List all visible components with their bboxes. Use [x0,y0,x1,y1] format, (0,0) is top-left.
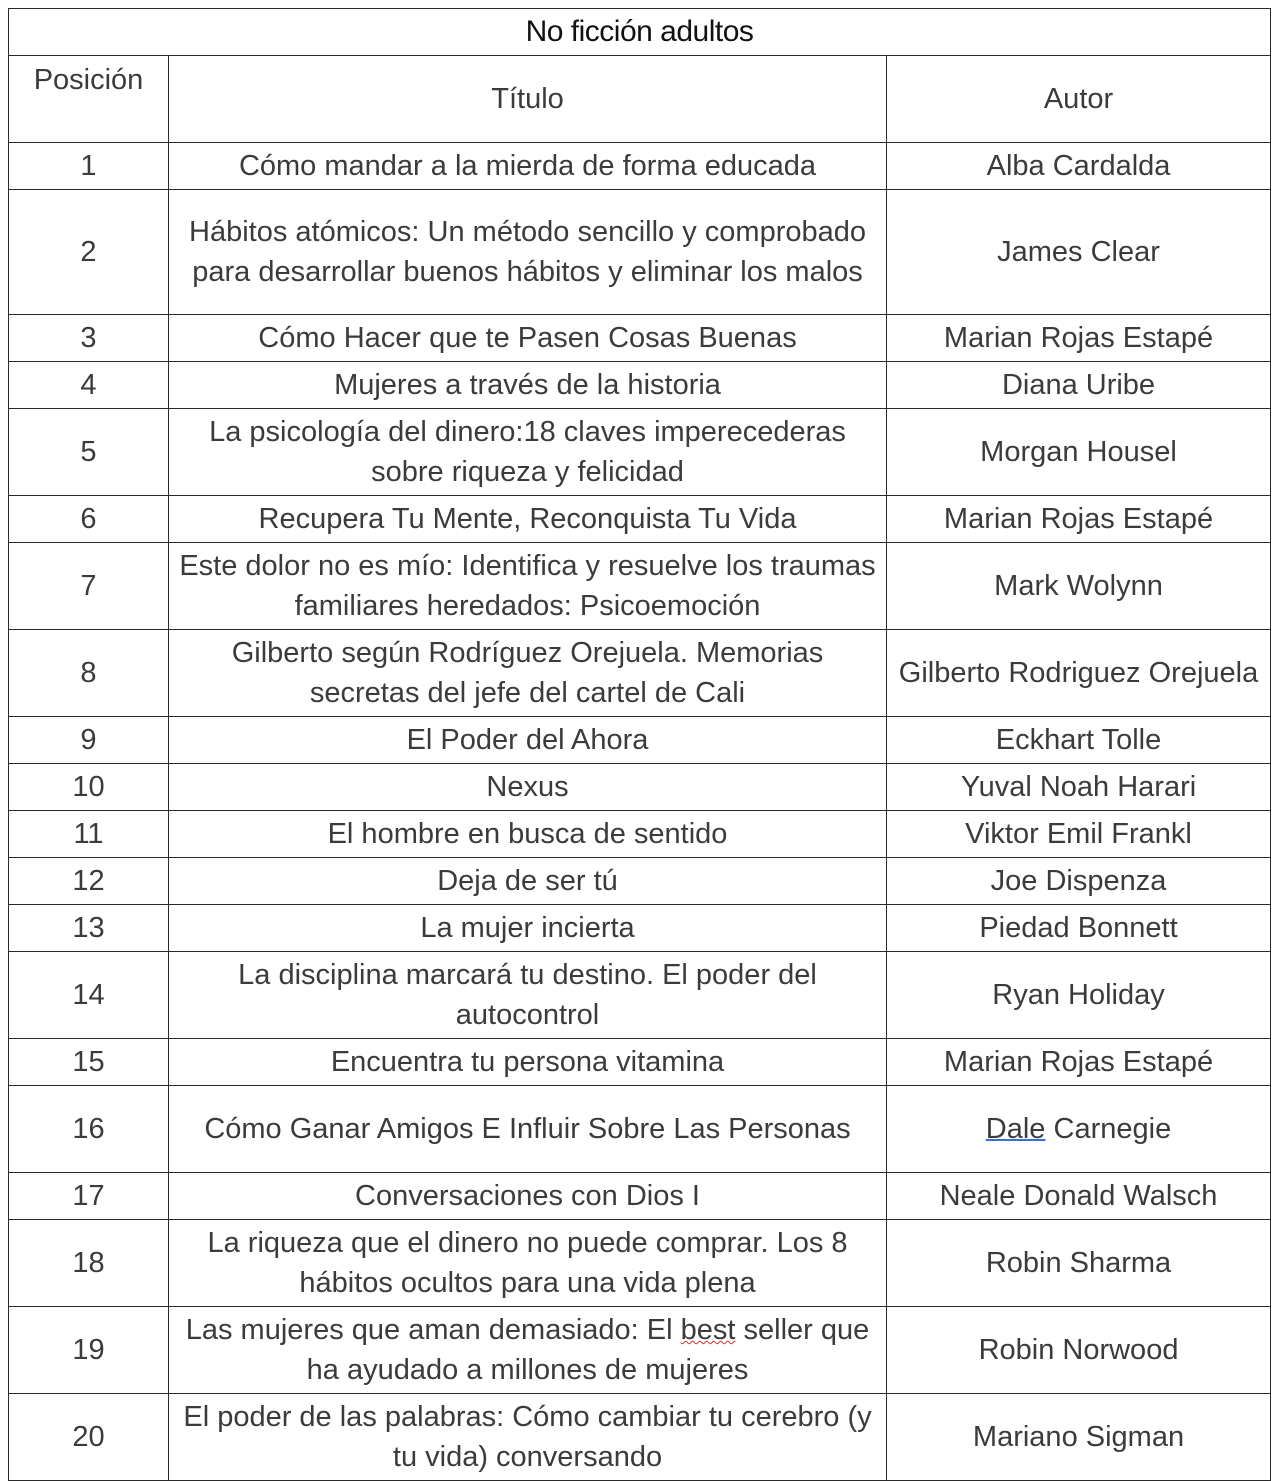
title-part: seller que ha ayudado a millones de mujeres [306,1314,870,1386]
cell-position: 19 [9,1307,169,1394]
cell-title: Mujeres a través de la historia [169,362,887,409]
cell-position: 15 [9,1039,169,1086]
table-row [9,409,1271,496]
cell-author [887,1086,1271,1173]
author-rest: Carnegie [1045,1113,1172,1145]
table-row [9,858,1271,905]
cell-title: Este dolor no es mío: Identifica y resuelve los traumas familiares heredados: Psicoemoción [169,543,887,630]
cell-author: Marian Rojas Estapé [887,1039,1271,1086]
cell-title: Gilberto según Rodríguez Orejuela. Memorias secretas del jefe del cartel de Cali [169,630,887,717]
cell-author: Viktor Emil Frankl [887,811,1271,858]
cell-title: La disciplina marcará tu destino. El poder del autocontrol [169,952,887,1039]
table-row [9,811,1271,858]
cell-position: 2 [9,190,169,315]
cell-position: 5 [9,409,169,496]
table-header-row [9,56,1271,143]
header-title: Título [169,56,887,143]
cell-position: 12 [9,858,169,905]
cell-title: Cómo Ganar Amigos E Influir Sobre Las Personas [169,1086,887,1173]
cell-position: 13 [9,905,169,952]
cell-title: La psicología del dinero:18 claves imperecederas sobre riqueza y felicidad [169,409,887,496]
cell-position: 11 [9,811,169,858]
cell-author: Diana Uribe [887,362,1271,409]
table-row [9,717,1271,764]
cell-author: Eckhart Tolle [887,717,1271,764]
bestseller-table-container [8,8,1270,1481]
cell-position: 9 [9,717,169,764]
table-row [9,905,1271,952]
cell-author: Mark Wolynn [887,543,1271,630]
spellcheck-flagged-word: best [680,1314,736,1346]
table-row [9,952,1271,1039]
table-row [9,315,1271,362]
table-title-row [9,9,1271,56]
cell-author: James Clear [887,190,1271,315]
table-row [9,143,1271,190]
cell-position: 20 [9,1394,169,1481]
table-row [9,1220,1271,1307]
cell-author: Robin Sharma [887,1220,1271,1307]
cell-position: 8 [9,630,169,717]
table-row [9,1086,1271,1173]
cell-author: Neale Donald Walsch [887,1173,1271,1220]
cell-title: Cómo Hacer que te Pasen Cosas Buenas [169,315,887,362]
cell-title: Encuentra tu persona vitamina [169,1039,887,1086]
cell-author: Joe Dispenza [887,858,1271,905]
cell-author: Piedad Bonnett [887,905,1271,952]
cell-position: 10 [9,764,169,811]
cell-author: Ryan Holiday [887,952,1271,1039]
cell-title: Conversaciones con Dios I [169,1173,887,1220]
cell-title: Hábitos atómicos: Un método sencillo y comprobado para desarrollar buenos hábitos y eliminar los malos [169,190,887,315]
bestseller-table [8,8,1271,1481]
cell-author: Marian Rojas Estapé [887,496,1271,543]
table-row [9,362,1271,409]
cell-title: Recupera Tu Mente, Reconquista Tu Vida [169,496,887,543]
cell-position: 16 [9,1086,169,1173]
cell-position: 7 [9,543,169,630]
cell-title: El Poder del Ahora [169,717,887,764]
cell-author: Marian Rojas Estapé [887,315,1271,362]
table-row [9,1307,1271,1394]
cell-title: La mujer incierta [169,905,887,952]
title-part: Las mujeres que aman demasiado: El [185,1314,681,1346]
cell-position: 6 [9,496,169,543]
cell-author: Robin Norwood [887,1307,1271,1394]
table-row [9,630,1271,717]
cell-position: 18 [9,1220,169,1307]
cell-author: Yuval Noah Harari [887,764,1271,811]
table-row [9,1394,1271,1481]
table-title: No ficción adultos [9,9,1271,56]
header-position: Posición [9,56,169,143]
cell-position: 1 [9,143,169,190]
cell-title: El hombre en busca de sentido [169,811,887,858]
cell-author: Gilberto Rodriguez Orejuela [887,630,1271,717]
cell-title: La riqueza que el dinero no puede comprar. Los 8 hábitos ocultos para una vida plena [169,1220,887,1307]
cell-title: Nexus [169,764,887,811]
header-author: Autor [887,56,1271,143]
cell-title: El poder de las palabras: Cómo cambiar tu cerebro (y tu vida) conversando [169,1394,887,1481]
table-row [9,496,1271,543]
cell-position: 4 [9,362,169,409]
cell-position: 3 [9,315,169,362]
spellcheck-flagged-word: Dale [985,1113,1046,1145]
cell-author: Morgan Housel [887,409,1271,496]
cell-author: Mariano Sigman [887,1394,1271,1481]
cell-title: Cómo mandar a la mierda de forma educada [169,143,887,190]
table-row [9,543,1271,630]
cell-title: Deja de ser tú [169,858,887,905]
cell-author: Alba Cardalda [887,143,1271,190]
table-row [9,1039,1271,1086]
table-row [9,190,1271,315]
cell-position: 17 [9,1173,169,1220]
cell-position: 14 [9,952,169,1039]
cell-title [169,1307,887,1394]
table-row [9,764,1271,811]
table-row [9,1173,1271,1220]
